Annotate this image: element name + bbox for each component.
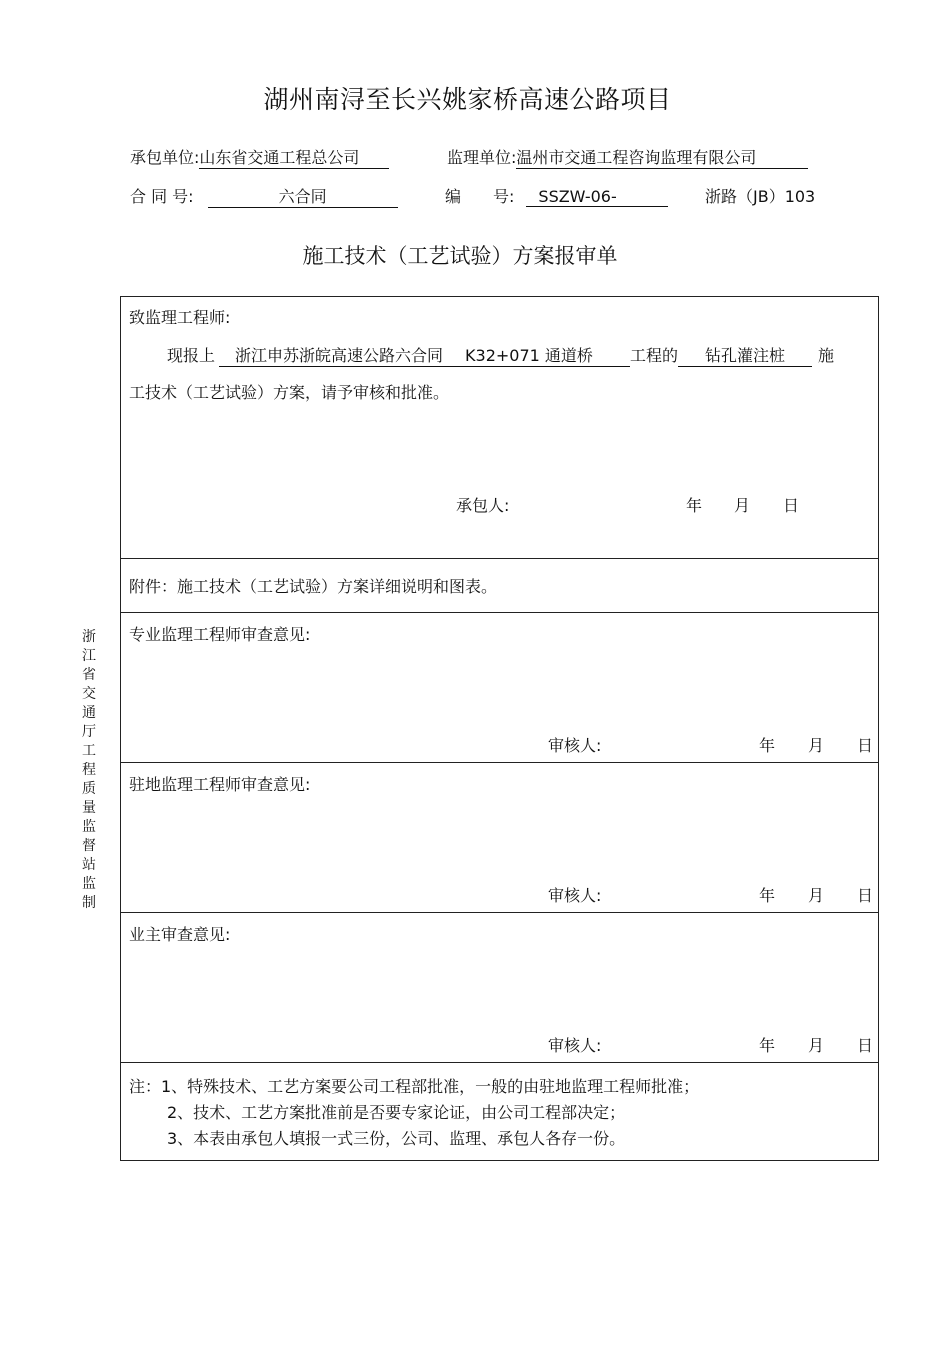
number-value: SSZW-06- [526,187,668,207]
reviewer-label: 审核人: [548,736,602,755]
side-char: 督 [82,838,96,854]
supervisor-label: 监理单位: [447,148,517,167]
form-code: 浙路（JB）103 [705,187,816,206]
reviewer-label: 审核人: [548,886,602,905]
line1-location: K32+071 通道桥 [459,343,630,367]
side-char: 通 [82,705,96,721]
submission-section [121,297,878,559]
month-label: 月 [808,736,825,755]
line1-mid: 工程的 [630,346,679,365]
side-char: 制 [82,895,96,911]
note-line-3: 3、本表由承包人填报一式三份，公司、监理、承包人各存一份。 [167,1129,626,1148]
side-char: 监 [82,819,96,835]
submission-line-1 [167,343,834,367]
day-label: 日 [857,736,874,755]
review-title: 驻地监理工程师审查意见: [129,775,311,794]
side-char: 站 [82,857,96,873]
month-label: 月 [808,886,825,905]
owner-review-section [121,913,878,1063]
salutation: 致监理工程师: [129,308,231,327]
form-title: 施工技术（工艺试验）方案报审单 [302,244,618,268]
supervisor-value: 温州市交通工程咨询监理有限公司 [516,145,808,169]
side-char: 监 [82,876,96,892]
side-char: 浙 [82,629,96,645]
resident-review-section [121,763,878,913]
side-char: 省 [82,667,96,683]
note-line-1: 注：1、特殊技术、工艺方案要公司工程部批准，一般的由驻地监理工程师批准； [129,1077,700,1096]
reviewer-label: 审核人: [548,1036,602,1055]
line1-prefix: 现报上 [167,346,216,365]
contract-row [130,184,398,208]
form-table [120,296,879,1161]
notes-section [121,1063,878,1160]
side-char: 质 [82,781,96,797]
project-title: 湖州南浔至长兴姚家桥高速公路项目 [263,85,672,114]
contractor-value: 山东省交通工程总公司 [199,145,389,169]
side-char: 程 [82,762,96,778]
year-label: 年 [759,736,776,755]
side-char: 量 [82,800,96,816]
contractor-row [130,145,389,169]
line1-project: 浙江申苏浙皖高速公路六合同 [219,343,459,367]
contract-label: 合 同 号: [130,187,194,206]
day-label: 日 [857,1036,874,1055]
supervisor-row [447,145,808,169]
attachment-section [121,559,878,613]
side-char: 江 [82,648,96,664]
review-title: 专业监理工程师审查意见: [129,625,311,644]
day-label: 日 [783,496,800,515]
year-label: 年 [759,1036,776,1055]
contractor-label: 承包单位: [130,148,200,167]
specialist-review-section [121,613,878,763]
year-label: 年 [686,496,703,515]
attachment-text: 附件：施工技术（工艺试验）方案详细说明和图表。 [129,577,498,596]
review-title: 业主审查意见: [129,925,231,944]
contract-value: 六合同 [208,184,398,208]
side-note [78,628,100,913]
side-char: 厅 [82,724,96,740]
year-label: 年 [759,886,776,905]
number-row [445,184,668,207]
month-label: 月 [808,1036,825,1055]
note-line-2: 2、技术、工艺方案批准前是否要专家论证，由公司工程部决定； [167,1103,626,1122]
side-char: 工 [82,743,96,759]
number-label: 编 号: [445,187,515,206]
submission-line-2: 工技术（工艺试验）方案，请予审核和批准。 [129,383,450,402]
contractor-signer-label: 承包人: [456,496,510,515]
month-label: 月 [734,496,751,515]
line1-suffix: 施 [818,346,835,365]
line1-item: 钻孔灌注桩 [678,343,812,367]
side-char: 交 [82,686,96,702]
day-label: 日 [857,886,874,905]
